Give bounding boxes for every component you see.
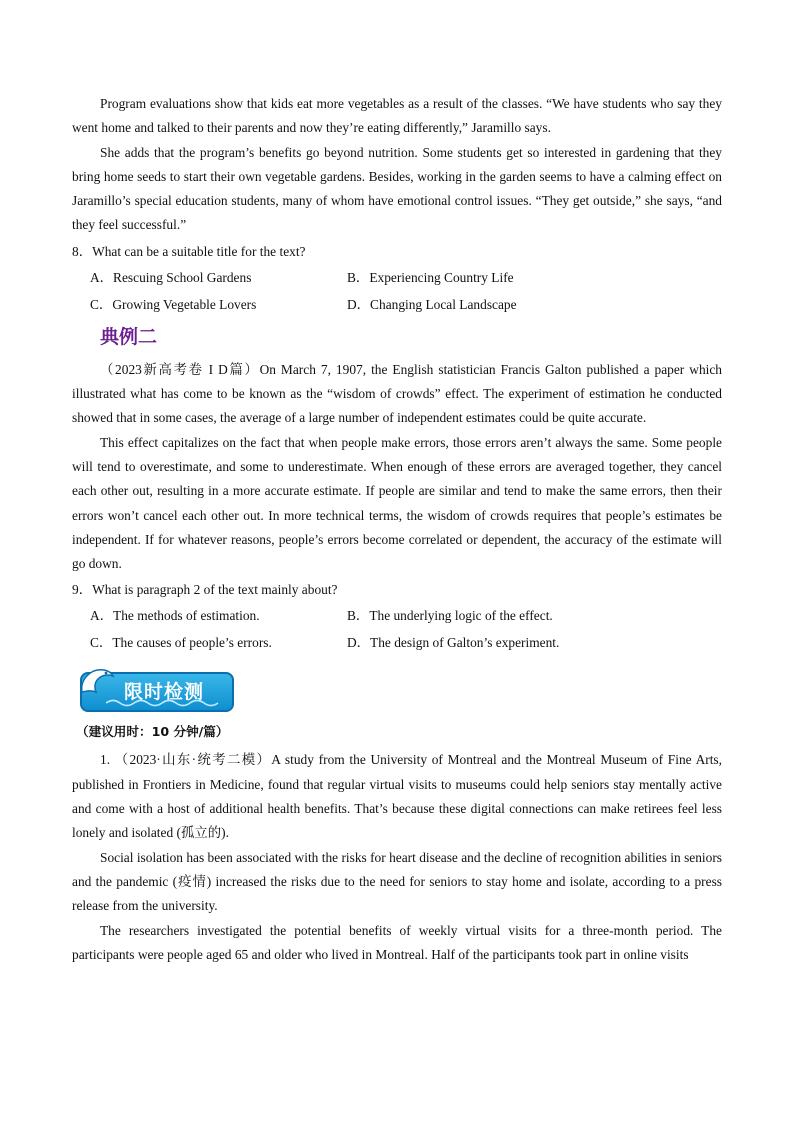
example2-paragraph-2: This effect capitalizes on the fact that when people make errors, those errors aren’t always the same. Some people will tend to overestimate, and some to underestimate. When enough of these errors are averaged together, they cancel each other out, resulting in a more accurate estimate. If people are similar and tend to make the same errors, then their errors won’t cancel each other out. In more technical terms, the wisdom of crowds requires that people’s estimates be independent. If for whatever reasons, people’s errors become correlated or dependent, the accuracy of the estimate will go down.: [72, 434, 722, 572]
question-9-option-c: C．The causes of people’s errors.: [90, 635, 272, 651]
section-title-example-2: 典例二: [100, 325, 158, 348]
question-8-option-b: B．Experiencing Country Life: [347, 269, 514, 285]
badge-label: 限时检测: [123, 681, 204, 704]
suggested-time-hint: （建议用时：10 分钟/篇）: [76, 724, 229, 740]
question-8-stem: 8．What can be a suitable title for the text?: [72, 243, 306, 259]
passage1-paragraph-1: Program evaluations show that kids eat more vegetables as a result of the classes. “We have students who say they went home and talked to their parents and now they’re eating differently,” Jaramillo says.: [72, 96, 722, 136]
question-9-option-b: B．The underlying logic of the effect.: [347, 608, 553, 624]
question-9-option-d: D．The design of Galton’s experiment.: [347, 635, 560, 651]
timed-test-paragraph-3: The researchers investigated the potential benefits of weekly virtual visits for a three-month period. The participants were people aged 65 and older who lived in Montreal. Half of the participants took part in online visits: [72, 922, 722, 962]
question-8-option-a: A．Rescuing School Gardens: [90, 269, 252, 285]
timed-test-paragraph-1: 1. （2023·山东·统考二模）A study from the University of Montreal and the Montreal Museum of Fine Arts, published in Frontiers in Medicine, found that regular virtual visits to museums could help seniors stay mentally active and come with a host of additional health benefits. That’s because these digital connections can make retirees feel less lonely and isolated (孤立的).: [72, 752, 722, 841]
example2-paragraph-1: （2023新高考卷 I D篇）On March 7, 1907, the English statistician Francis Galton published a paper which illustrated what has come to be known as the “wisdom of crowds” effect. The experiment of estimation he conducted showed that in some cases, the average of a large number of independent estimates could be quite accurate.: [72, 361, 722, 426]
question-9-option-a: A．The methods of estimation.: [90, 608, 260, 624]
passage1-paragraph-2: She adds that the program’s benefits go beyond nutrition. Some students get so interested in gardening that they bring home seeds to start their own vegetable gardens. Besides, working in the garden seems to have a calming effect on Jaramillo’s special education students, many of whom have emotional control issues. “They get outside,” she says, “and they feel successful.”: [72, 144, 722, 233]
wave-decoration-icon: [106, 698, 224, 708]
question-8-option-d: D．Changing Local Landscape: [347, 296, 517, 312]
question-8-option-c: C．Growing Vegetable Lovers: [90, 296, 257, 312]
question-9-stem: 9．What is paragraph 2 of the text mainly about?: [72, 582, 338, 598]
document-page: [72, 92, 722, 967]
timed-test-paragraph-2: Social isolation has been associated with the risks for heart disease and the decline of recognition abilities in seniors and the pandemic (疫情) increased the risks due to the need for seniors to stay home and isolate, according to a press release from the university.: [72, 849, 722, 914]
question-9-options: [90, 602, 722, 656]
question-8-options: [90, 264, 722, 318]
timed-test-badge: [76, 662, 238, 714]
